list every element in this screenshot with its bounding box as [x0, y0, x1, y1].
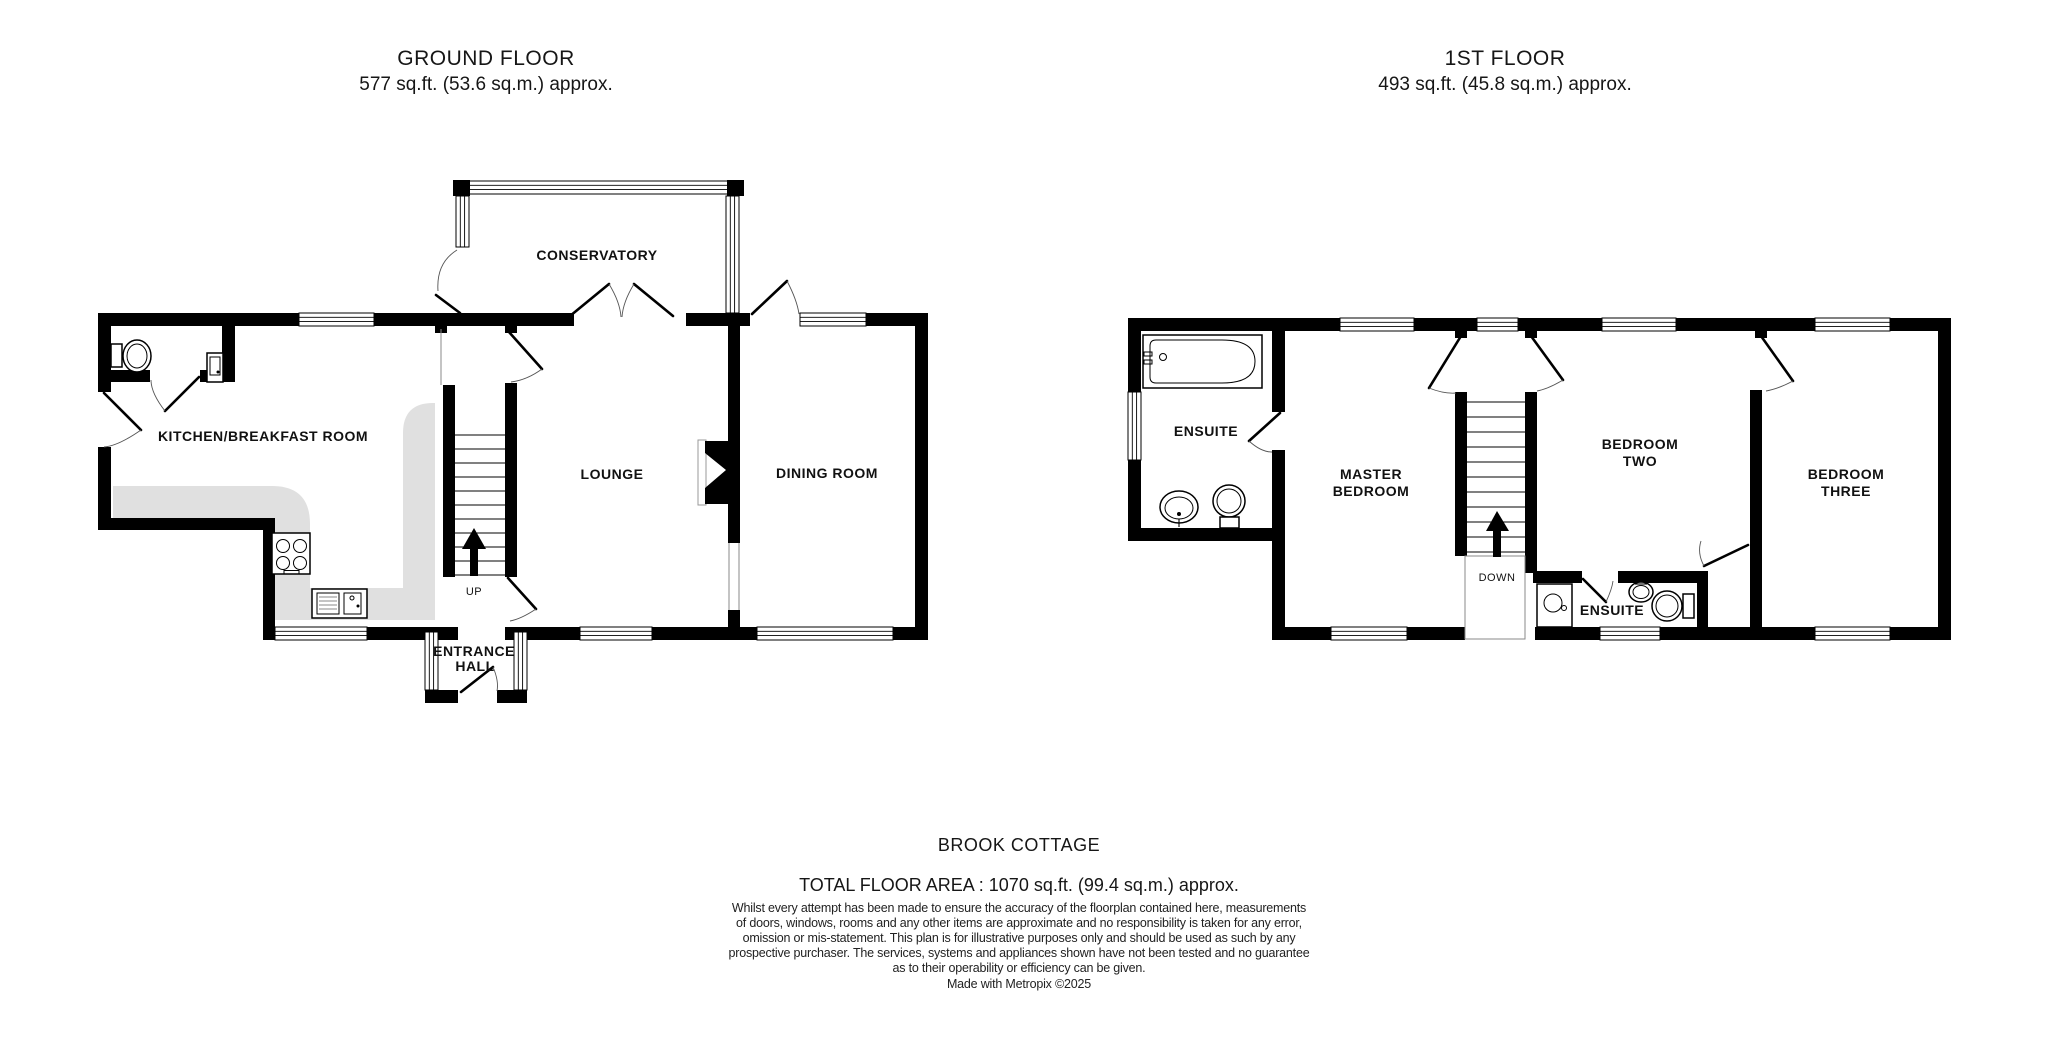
room-label-bedroom2-2: TWO [1622, 453, 1658, 469]
room-label-master-2: BEDROOM [1332, 483, 1410, 499]
room-label-master-1: MASTER [1339, 466, 1403, 482]
disclaimer-line: as to their operability or efficiency can be given. [892, 961, 1146, 975]
room-label-bedroom2-1: BEDROOM [1601, 436, 1679, 452]
room-label-dining: DINING ROOM [776, 465, 878, 481]
disclaimer-line: prospective purchaser. The services, systems and appliances shown have not been tested and no guarantee [728, 946, 1310, 960]
first-floor-title: 1ST FLOOR [1444, 47, 1566, 70]
disclaimer-line: Whilst every attempt has been made to ensure the accuracy of the floorplan contained here, measurements [731, 901, 1307, 915]
sink-icon [1629, 582, 1653, 602]
room-label-entrance-1: ENTRANCE [433, 643, 515, 659]
kitchen-sink-icon [312, 589, 367, 618]
property-name: BROOK COTTAGE [937, 835, 1101, 855]
room-label-bedroom3-2: THREE [1821, 483, 1871, 499]
ground-floor-area: 577 sq.ft. (53.6 sq.m.) approx. [359, 74, 613, 95]
credit-line: Made with Metropix ©2025 [946, 977, 1092, 991]
disclaimer-line: of doors, windows, rooms and any other items are approximate and no responsibility is taken for any error, [736, 916, 1302, 930]
room-label-bedroom3-1: BEDROOM [1807, 466, 1885, 482]
stairs-down-label: DOWN [1478, 572, 1516, 584]
stairs-up-label: UP [465, 586, 483, 598]
toilet-icon [1652, 591, 1694, 621]
room-label-lounge: LOUNGE [580, 466, 644, 482]
ground-floor-title: GROUND FLOOR [397, 47, 575, 70]
room-label-ensuite: ENSUITE [1173, 423, 1239, 439]
disclaimer-line: omission or mis-statement. This plan is for illustrative purposes only and should be used as such by any [742, 931, 1296, 945]
bath-icon [1143, 335, 1262, 388]
shower-icon [1537, 584, 1572, 627]
room-label-ensuite2: ENSUITE [1579, 602, 1645, 618]
total-floor-area: TOTAL FLOOR AREA : 1070 sq.ft. (99.4 sq.m.) approx. [799, 875, 1239, 895]
room-label-entrance-2: HALL [455, 658, 495, 674]
toilet-icon [111, 340, 151, 372]
hob-icon [272, 533, 310, 574]
room-label-kitchen: KITCHEN/BREAKFAST ROOM [157, 428, 369, 444]
sink-icon [207, 353, 223, 382]
first-floor-area: 493 sq.ft. (45.8 sq.m.) approx. [1378, 74, 1632, 95]
room-label-conservatory: CONSERVATORY [536, 247, 658, 263]
